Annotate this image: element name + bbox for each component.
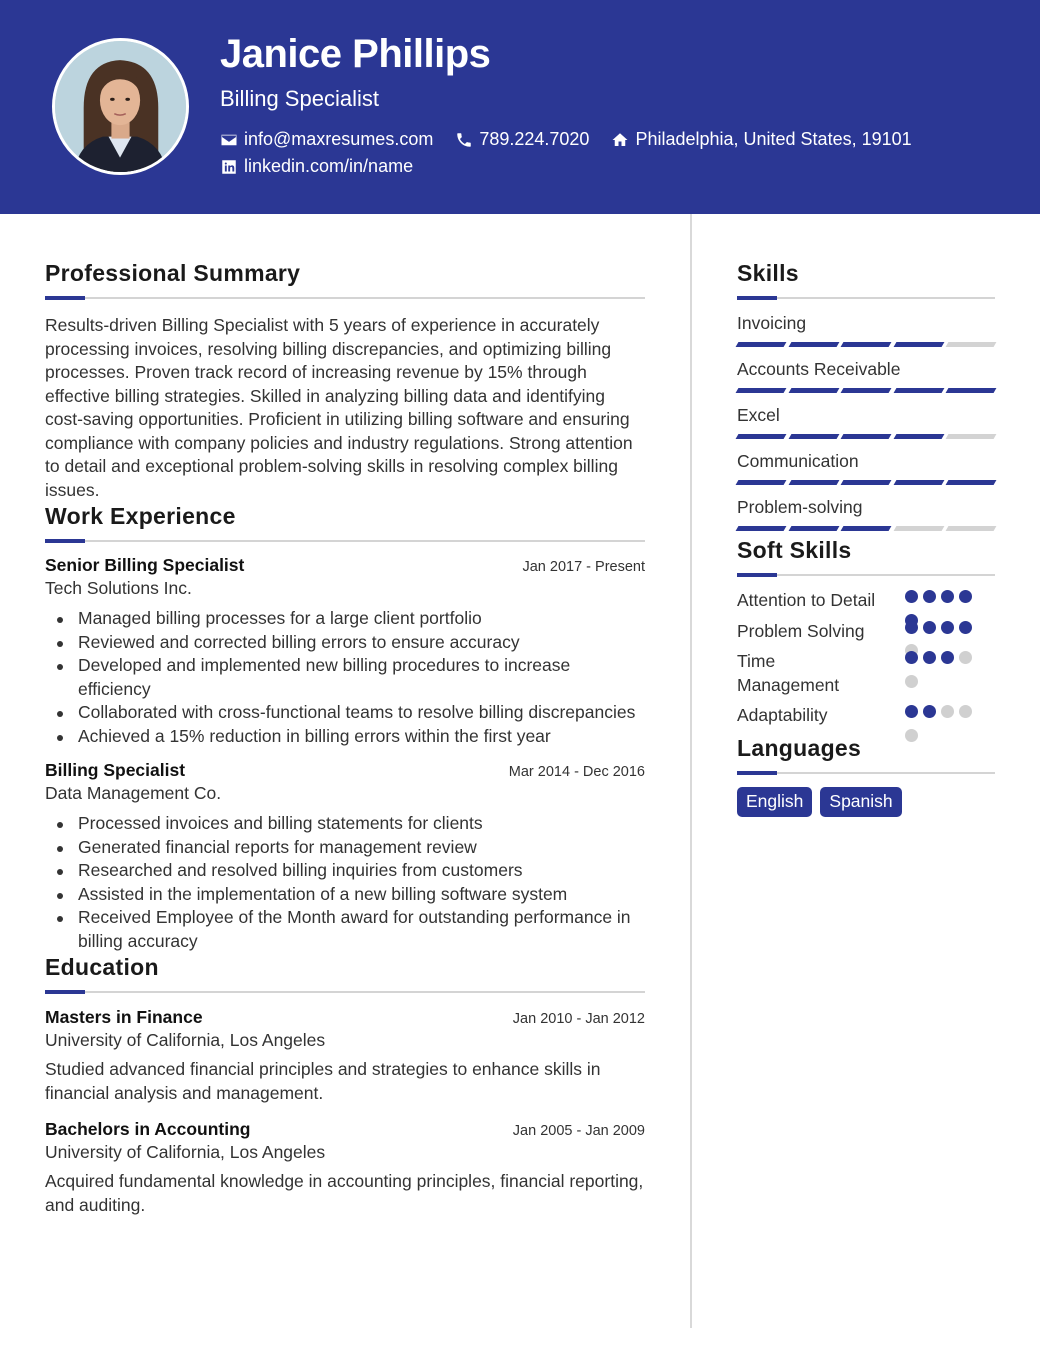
rating-dot-filled: [905, 705, 918, 718]
skill-segment-filled: [946, 388, 996, 393]
section-heading: Education: [45, 954, 159, 980]
contact-row-2: [220, 156, 435, 177]
skill-item: [737, 451, 995, 485]
contact-linkedin[interactable]: [220, 156, 413, 177]
soft-skill-name: Problem Solving: [737, 620, 865, 641]
soft-skill-dots: [905, 705, 985, 752]
section-rule: [737, 574, 995, 576]
home-icon: [611, 131, 629, 149]
rating-dot-filled: [905, 621, 918, 634]
skill-segment-filled: [788, 388, 838, 393]
rating-dot-filled: [959, 590, 972, 603]
skill-name: Communication: [737, 451, 859, 471]
skill-segment-filled: [893, 388, 943, 393]
list-item: Assisted in the implementation of a new billing software system: [78, 883, 645, 907]
envelope-icon: [220, 131, 238, 149]
skill-segment-filled: [841, 480, 891, 485]
job-company: Data Management Co.: [45, 783, 222, 803]
location-text: Philadelphia, United States, 19101: [635, 129, 912, 149]
list-item: Collaborated with cross-functional teams to resolve billing discrepancies: [78, 701, 645, 725]
rating-dot-empty: [959, 705, 972, 718]
rating-dot-empty: [941, 705, 954, 718]
language-badges: [737, 787, 995, 817]
skill-level-bar: [737, 480, 995, 485]
language-badge: Spanish: [820, 787, 901, 817]
rating-dot-filled: [941, 590, 954, 603]
job-bullets: [45, 607, 645, 748]
list-item: Reviewed and corrected billing errors to ensure accuracy: [78, 631, 645, 655]
skill-segment-filled: [736, 434, 786, 439]
skill-segment-filled: [841, 434, 891, 439]
rating-dot-filled: [941, 651, 954, 664]
skill-segment-filled: [841, 342, 891, 347]
section-heading: Professional Summary: [45, 260, 301, 286]
phone-icon: [455, 131, 473, 149]
section-rule: [45, 991, 645, 993]
skill-segment-empty: [893, 526, 943, 531]
skill-level-bar: [737, 434, 995, 439]
skill-segment-filled: [736, 480, 786, 485]
rating-dot-empty: [905, 675, 918, 688]
profile-photo: [52, 38, 189, 175]
section-heading: Languages: [737, 734, 862, 761]
soft-skill-item: [737, 650, 995, 697]
linkedin-icon: [220, 158, 238, 176]
section-heading: Work Experience: [45, 503, 236, 529]
job-entry: [45, 555, 645, 748]
skill-segment-filled: [893, 434, 943, 439]
skill-name: Invoicing: [737, 313, 807, 333]
skill-segment-filled: [736, 526, 786, 531]
rating-dot-filled: [959, 621, 972, 634]
list-item: Managed billing processes for a large client portfolio: [78, 607, 645, 631]
summary-section: [45, 260, 645, 502]
rating-dot-filled: [905, 651, 918, 664]
contact-email[interactable]: [220, 129, 433, 150]
contact-location: [611, 129, 911, 150]
list-item: Processed invoices and billing statements for clients: [78, 812, 645, 836]
education-entry: [45, 1119, 645, 1217]
profile-photo-illustration: [55, 41, 186, 172]
skill-segment-filled: [893, 480, 943, 485]
list-item: Researched and resolved billing inquiries from customers: [78, 859, 645, 883]
degree-title: Masters in Finance: [45, 1007, 203, 1027]
contact-row: [220, 129, 934, 150]
email-text: info@maxresumes.com: [244, 129, 434, 149]
language-badge: English: [737, 787, 812, 817]
list-item: Developed and implemented new billing procedures to increase efficiency: [78, 654, 645, 701]
skill-name: Problem-solving: [737, 497, 863, 517]
skill-segment-filled: [736, 342, 786, 347]
skill-name: Excel: [737, 405, 780, 425]
skill-segment-filled: [788, 342, 838, 347]
job-dates: Mar 2014 - Dec 2016: [508, 764, 645, 780]
skill-segment-filled: [788, 434, 838, 439]
candidate-name: Janice Phillips: [220, 32, 491, 76]
job-dates: Jan 2017 - Present: [522, 559, 645, 575]
section-rule: [737, 772, 995, 774]
list-item: Received Employee of the Month award for outstanding performance in billing accuracy: [78, 906, 645, 953]
skill-segment-filled: [841, 526, 891, 531]
skills-section: [737, 260, 995, 531]
skill-level-bar: [737, 342, 995, 347]
education-dates: Jan 2010 - Jan 2012: [512, 1011, 645, 1027]
education-section: [45, 954, 645, 1217]
skill-item: [737, 405, 995, 439]
section-heading: Soft Skills: [737, 537, 852, 563]
soft-skill-name: Attention to Detail: [737, 590, 876, 610]
rating-dot-filled: [923, 705, 936, 718]
phone-text: 789.224.7020: [479, 129, 590, 149]
skill-segment-empty: [946, 434, 996, 439]
contact-phone[interactable]: [455, 129, 589, 150]
summary-text: Results-driven Billing Specialist with 5 years of experience in accurately processing invoices, resolving billing discrepancies, and optimizing billing processes. Proven track record of increasing revenue by 15% through effective billing strategies. Skilled in analyzing billing data and identifying cost-saving opportunities. Proficient in utilizing billing software and ensuring compliance with company policies and industry regulations. Strong attention to detail and exceptional problem-solving skills in resolving complex billing issues.: [45, 315, 633, 500]
soft-skills-section: [737, 537, 995, 728]
rating-dot-filled: [905, 590, 918, 603]
skill-segment-filled: [893, 342, 943, 347]
soft-skill-name: Time Management: [737, 651, 840, 695]
skill-segment-filled: [841, 388, 891, 393]
column-divider: [690, 214, 692, 1328]
rating-dot-filled: [941, 621, 954, 634]
job-bullets: [45, 812, 645, 953]
skill-segment-filled: [788, 526, 838, 531]
section-heading: Skills: [737, 260, 799, 286]
soft-skill-dots: [905, 651, 985, 698]
skill-item: [737, 313, 995, 347]
section-rule: [45, 297, 645, 299]
skill-segment-filled: [736, 388, 786, 393]
skill-segment-filled: [788, 480, 838, 485]
job-company: Tech Solutions Inc.: [45, 578, 192, 598]
soft-skill-item: [737, 589, 995, 613]
education-dates: Jan 2005 - Jan 2009: [512, 1123, 645, 1139]
education-description: Studied advanced financial principles and strategies to enhance skills in financial analysis and management.: [45, 1059, 601, 1103]
rating-dot-filled: [923, 651, 936, 664]
skill-item: [737, 359, 995, 393]
soft-skill-name: Adaptability: [737, 705, 828, 725]
candidate-title: Billing Specialist: [220, 86, 379, 111]
experience-section: [45, 503, 645, 953]
job-title: Billing Specialist: [45, 760, 186, 780]
linkedin-text: linkedin.com/in/name: [244, 156, 414, 176]
school-name: University of California, Los Angeles: [45, 1142, 326, 1162]
list-item: Achieved a 15% reduction in billing errors within the first year: [78, 725, 645, 749]
list-item: Generated financial reports for management review: [78, 836, 645, 860]
education-entry: [45, 1007, 645, 1105]
resume-header: [0, 0, 1040, 214]
skill-item: [737, 497, 995, 531]
education-description: Acquired fundamental knowledge in accounting principles, financial reporting, and auditing.: [45, 1171, 644, 1215]
rating-dot-filled: [923, 621, 936, 634]
skill-segment-filled: [946, 480, 996, 485]
skill-name: Accounts Receivable: [737, 359, 901, 379]
job-title: Senior Billing Specialist: [45, 555, 245, 575]
section-rule: [737, 297, 995, 299]
main-column: [45, 214, 645, 1217]
soft-skill-item: [737, 620, 995, 644]
job-entry: [45, 760, 645, 953]
sidebar-column: [737, 214, 995, 817]
soft-skill-item: [737, 704, 995, 728]
skill-segment-empty: [946, 342, 996, 347]
school-name: University of California, Los Angeles: [45, 1030, 326, 1050]
rating-dot-empty: [905, 729, 918, 742]
rating-dot-filled: [923, 590, 936, 603]
degree-title: Bachelors in Accounting: [45, 1119, 251, 1139]
skill-level-bar: [737, 388, 995, 393]
section-rule: [45, 540, 645, 542]
skill-segment-empty: [946, 526, 996, 531]
rating-dot-empty: [959, 651, 972, 664]
skill-level-bar: [737, 526, 995, 531]
